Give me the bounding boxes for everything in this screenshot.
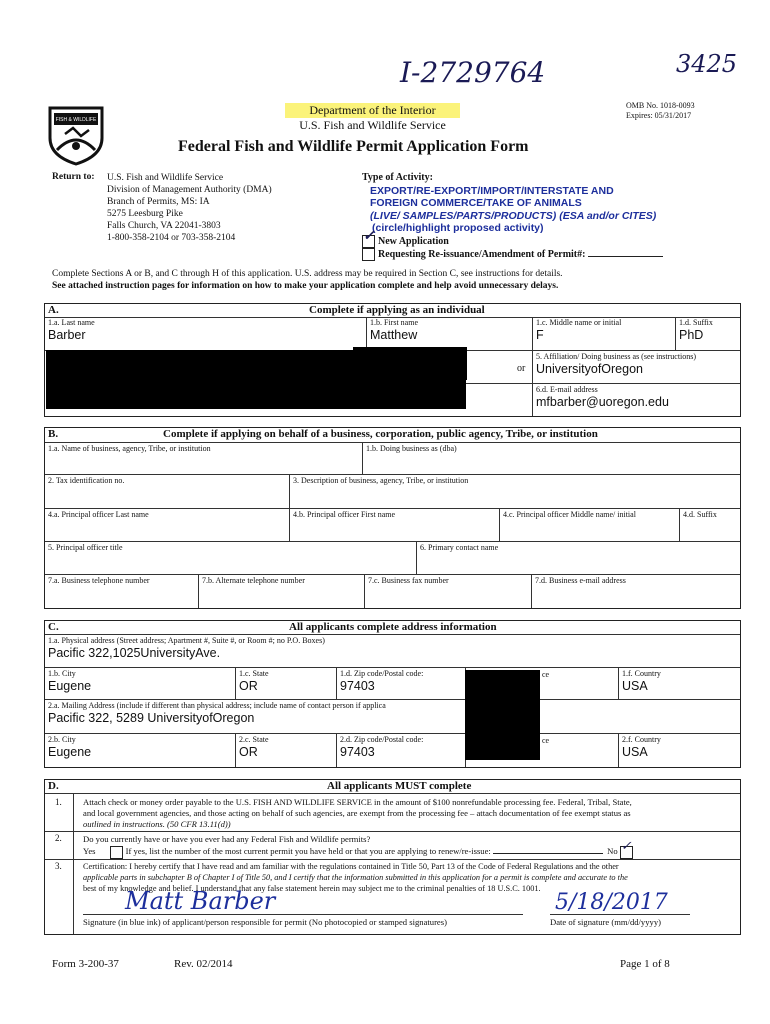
expiration-date: Expires: 05/31/2017	[626, 111, 692, 120]
country-1-value: USA	[622, 679, 648, 693]
first-name-value: Matthew	[370, 328, 418, 342]
officer-middle-name-field[interactable]	[500, 509, 680, 542]
state-2-field[interactable]	[236, 734, 337, 767]
suffix-label: 1.d. Suffix	[679, 318, 713, 327]
country-1-label: 1.f. Country	[622, 669, 661, 678]
section-d	[44, 779, 741, 935]
middle-name-field[interactable]	[533, 317, 676, 351]
no-label: No	[607, 846, 618, 856]
certification-line: best of my knowledge and belief. I understand that any false statement herein may subject me to the criminal penalties of 18 U.S.C. 1001.	[83, 884, 541, 893]
business-name-label: 1.a. Name of business, agency, Tribe, or institution	[48, 444, 211, 453]
instructions	[52, 268, 563, 292]
zip-1-label: 1.d. Zip code/Postal code:	[340, 669, 424, 678]
affiliation-value: UniversityofOregon	[536, 362, 643, 376]
handwritten-case-number: I-2729764	[400, 56, 546, 89]
omb-number: OMB No. 1018-0093	[626, 101, 695, 110]
permit-number-field[interactable]	[493, 853, 603, 854]
item-3-number: 3.	[55, 861, 62, 871]
business-phone-label: 7.a. Business telephone number	[48, 576, 150, 585]
last-name-field[interactable]	[45, 317, 367, 351]
section-a-title: Complete if applying as an individual	[309, 304, 485, 316]
date-handwritten[interactable]: 5/18/2017	[555, 890, 668, 915]
new-application-label: New Application	[378, 235, 449, 247]
page-number: Page 1 of 8	[620, 958, 670, 970]
email-label: 6.d. E-mail address	[536, 385, 598, 394]
business-description-field[interactable]	[290, 475, 740, 509]
partial-label: or	[517, 363, 526, 374]
section-d-title: All applicants MUST complete	[327, 780, 472, 792]
officer-title-label: 5. Principal officer title	[48, 543, 123, 552]
handwritten-code: 3425	[676, 50, 738, 78]
instructions-line-2: See attached instruction pages for information on how to make your application complete and help avoid unnecessary delays.	[52, 281, 559, 291]
city-2-value: Eugene	[48, 745, 92, 759]
activity-line-4: (circle/highlight proposed activity)	[372, 222, 544, 234]
item-1-text	[83, 797, 738, 830]
signature-label	[83, 917, 447, 927]
physical-address-label: 1.a. Physical address (Street address; Apartment #, Suite #, or Room #; no P.O. Boxes)	[48, 636, 325, 645]
business-email-label: 7.d. Business e-mail address	[535, 576, 626, 585]
agency-department: Department of the Interior	[285, 103, 460, 118]
county-2-partial-label: ce	[542, 736, 550, 745]
address-line: 1-800-358-2104 or 703-358-2104	[107, 233, 236, 243]
form-title: Federal Fish and Wildlife Permit Application Form	[178, 138, 529, 155]
city-2-field[interactable]	[45, 734, 236, 767]
officer-middle-name-label: 4.c. Principal officer Middle name/ initial	[503, 510, 636, 519]
yes-label: Yes	[83, 846, 96, 856]
activity-block	[362, 172, 663, 261]
signature-label-text: Signature (in blue ink) of applicant/person responsible for permit (No photocopied or stamped signatures)	[83, 917, 447, 927]
country-1-field[interactable]	[619, 668, 740, 700]
officer-first-name-field[interactable]	[290, 509, 500, 542]
city-2-label: 2.b. City	[48, 735, 76, 744]
agency-header	[285, 103, 460, 133]
no-checkbox[interactable]	[620, 838, 633, 859]
section-d-letter: D.	[48, 780, 59, 792]
omb-info	[626, 101, 695, 121]
section-c-letter: C.	[48, 621, 59, 633]
state-1-field[interactable]	[236, 668, 337, 700]
dba-label: 1.b. Doing business as (dba)	[366, 444, 457, 453]
alternate-phone-label: 7.b. Alternate telephone number	[202, 576, 305, 585]
business-name-field[interactable]	[45, 442, 363, 475]
business-phone-field[interactable]	[45, 575, 199, 608]
city-1-label: 1.b. City	[48, 669, 76, 678]
item-2-prompt: If yes, list the number of the most current permit you have held or that you are applying to renew/re-issue:	[125, 846, 491, 856]
reissue-checkbox[interactable]	[362, 248, 375, 261]
business-email-field[interactable]	[532, 575, 740, 608]
officer-title-field[interactable]	[45, 542, 417, 575]
middle-name-label: 1.c. Middle name or initial	[536, 318, 622, 327]
suffix-field[interactable]	[676, 317, 740, 351]
officer-last-name-label: 4.a. Principal officer Last name	[48, 510, 149, 519]
county-1-partial-label: ce	[542, 670, 550, 679]
item-1-line: Attach check or money order payable to the U.S. FISH AND WILDLIFE SERVICE in the amount of $100 nonrefundable processing fee. Federal, Tribal, State,	[83, 797, 632, 807]
activity-label: Type of Activity:	[362, 172, 433, 183]
yes-checkbox[interactable]	[110, 846, 123, 859]
revision-date: Rev. 02/2014	[174, 958, 233, 970]
form-number: Form 3-200-37	[52, 958, 119, 970]
reissue-row[interactable]	[362, 248, 663, 261]
address-line: Branch of Permits, MS: IA	[107, 197, 210, 207]
certification-line: applicable parts in subchapter B of Chapter I of Title 50, and I certify that the information submitted in this application for a permit is complete and accurate to the	[83, 873, 628, 882]
zip-1-field[interactable]	[337, 668, 466, 700]
country-2-label: 2.f. Country	[622, 735, 661, 744]
section-c	[44, 620, 741, 768]
primary-contact-field[interactable]	[417, 542, 740, 575]
check-mark-icon: ✓	[363, 227, 375, 244]
dba-field[interactable]	[363, 442, 740, 475]
fws-logo	[45, 104, 107, 166]
business-description-label: 3. Description of business, agency, Tribe, or institution	[293, 476, 469, 485]
section-b	[44, 427, 741, 609]
last-name-label: 1.a. Last name	[48, 318, 95, 327]
zip-2-field[interactable]	[337, 734, 466, 767]
officer-suffix-label: 4.d. Suffix	[683, 510, 717, 519]
item-1-number: 1.	[55, 797, 62, 807]
instructions-line-1: Complete Sections A or B, and C through H of this application. U.S. address may be required in Section C, see instructions for details.	[52, 269, 563, 279]
item-2-question: Do you currently have or have you ever had any Federal Fish and Wildlife permits?	[83, 834, 371, 844]
country-2-field[interactable]	[619, 734, 740, 767]
tax-id-field[interactable]	[45, 475, 290, 509]
reissue-permit-field[interactable]	[588, 256, 663, 257]
activity-line-3: (LIVE/ SAMPLES/PARTS/PRODUCTS) (ESA and/or CITES)	[370, 209, 657, 222]
email-value: mfbarber@uoregon.edu	[536, 395, 669, 409]
svg-text:FISH & WILDLIFE: FISH & WILDLIFE	[55, 117, 97, 123]
business-fax-field[interactable]	[365, 575, 532, 608]
zip-2-value: 97403	[340, 745, 375, 759]
address-line: 5275 Leesburg Pike	[107, 209, 183, 219]
reissue-label: Requesting Re-issuance/Amendment of Permit#:	[378, 248, 586, 260]
certification-line: Certification: I hereby certify that I have read and am familiar with the regulations contained in Title 50, Part 13 of the Code of Federal Regulations and the other	[83, 862, 619, 871]
redaction-block	[465, 670, 540, 760]
return-to-label: Return to:	[52, 172, 95, 182]
date-label: Date of signature (mm/dd/yyyy)	[550, 917, 661, 927]
last-name-value: Barber	[48, 328, 86, 342]
check-mark-icon: ✓	[620, 838, 632, 854]
activity-line-1: EXPORT/RE-EXPORT/IMPORT/INTERSTATE AND	[370, 184, 614, 197]
zip-2-label: 2.d. Zip code/Postal code:	[340, 735, 424, 744]
agency-service: U.S. Fish and Wildlife Service	[299, 118, 446, 132]
first-name-label: 1.b. First name	[370, 318, 418, 327]
return-to-address	[107, 172, 272, 244]
alternate-phone-field[interactable]	[199, 575, 365, 608]
item-2-number: 2.	[55, 833, 62, 843]
mailing-address-field[interactable]	[45, 700, 740, 734]
section-c-title: All applicants complete address information	[289, 621, 497, 633]
address-line: Division of Management Authority (DMA)	[107, 185, 272, 195]
middle-name-value: F	[536, 328, 544, 342]
zip-1-value: 97403	[340, 679, 375, 693]
officer-suffix-field[interactable]	[680, 509, 740, 542]
primary-contact-label: 6. Primary contact name	[420, 543, 499, 552]
city-1-field[interactable]	[45, 668, 236, 700]
business-fax-label: 7.c. Business fax number	[368, 576, 449, 585]
country-2-value: USA	[622, 745, 648, 759]
city-1-value: Eugene	[48, 679, 92, 693]
affiliation-field[interactable]	[533, 351, 740, 384]
suffix-value: PhD	[679, 328, 704, 342]
mailing-address-value: Pacific 322, 5289 UniversityofOregon	[48, 711, 255, 725]
affiliation-label: 5. Affiliation/ Doing business as (see instructions)	[536, 352, 697, 361]
physical-address-value: Pacific 322,1025UniversityAve.	[48, 646, 221, 660]
physical-address-field[interactable]	[45, 634, 740, 668]
address-line: U.S. Fish and Wildlife Service	[107, 173, 224, 183]
new-application-checkbox[interactable]	[362, 227, 375, 248]
section-b-title: Complete if applying on behalf of a business, corporation, public agency, Tribe, or institution	[163, 428, 598, 440]
mailing-address-label: 2.a. Mailing Address (include if different than physical address; include name of contact person if applica	[48, 701, 386, 710]
signature-handwritten[interactable]: Matt Barber	[125, 887, 276, 915]
state-1-value: OR	[239, 679, 258, 693]
redaction-block	[353, 347, 467, 380]
officer-last-name-field[interactable]	[45, 509, 290, 542]
section-a-letter: A.	[48, 304, 59, 316]
item-1-line: and local government agencies, and those acting on behalf of such agencies, are exempt from the processing fee – attach documentation of fee exempt status as	[83, 808, 631, 818]
item-1-line: outlined in instructions. (50 CFR 13.11(d))	[83, 819, 231, 829]
activity-line-2: FOREIGN COMMERCE/TAKE OF ANIMALS	[370, 197, 582, 209]
first-name-field[interactable]	[367, 317, 533, 351]
section-b-letter: B.	[48, 428, 59, 440]
state-2-value: OR	[239, 745, 258, 759]
address-line: Falls Church, VA 22041-3803	[107, 221, 221, 231]
state-1-label: 1.c. State	[239, 669, 269, 678]
email-field[interactable]	[533, 384, 740, 416]
tax-id-label: 2. Tax identification no.	[48, 476, 125, 485]
officer-first-name-label: 4.b. Principal officer First name	[293, 510, 396, 519]
state-2-label: 2.c. State	[239, 735, 269, 744]
